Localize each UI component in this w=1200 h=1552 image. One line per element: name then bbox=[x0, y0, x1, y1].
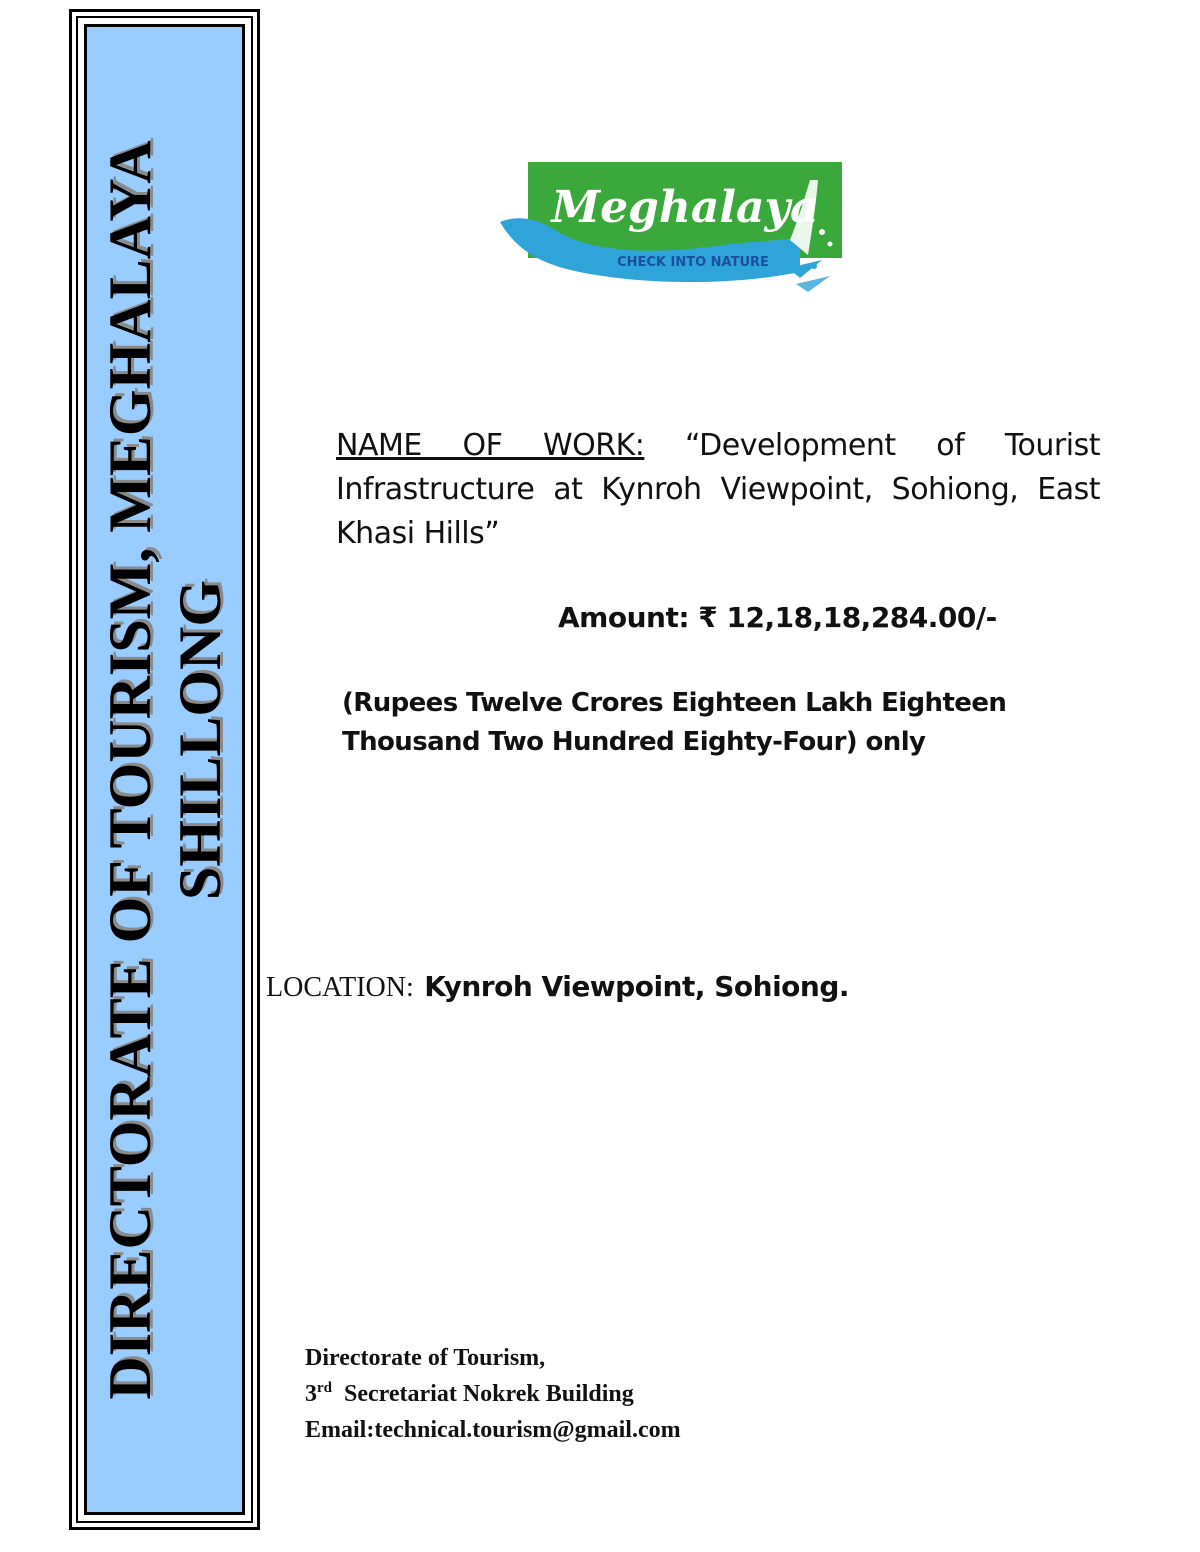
name-of-work bbox=[336, 424, 1100, 556]
address-line-1: Directorate of Tourism, bbox=[305, 1345, 546, 1371]
location-label: LOCATION: bbox=[266, 972, 414, 1003]
banner-line-1: DIRECTORATE OF TOURISM, MEGHALAYA bbox=[96, 139, 163, 1400]
amount-words-line-2: Thousand Two Hundred Eighty-Four) only bbox=[342, 727, 926, 757]
address-line-2 bbox=[305, 1376, 681, 1412]
logo-wordmark: Meghalaya bbox=[551, 182, 819, 233]
amount-words-line-1: (Rupees Twelve Crores Eighteen Lakh Eighteen bbox=[342, 688, 1007, 718]
address-floor-number: 3 bbox=[305, 1381, 317, 1407]
work-label: NAME OF WORK: bbox=[336, 428, 645, 463]
side-banner bbox=[69, 9, 260, 1530]
address-floor-suffix: rd bbox=[317, 1380, 332, 1396]
banner-title bbox=[95, 120, 235, 1420]
address-email: Email:technical.tourism@gmail.com bbox=[305, 1417, 681, 1443]
address-block bbox=[305, 1340, 681, 1448]
amount bbox=[558, 598, 997, 638]
amount-label: Amount: bbox=[558, 601, 690, 634]
side-banner-panel bbox=[84, 24, 245, 1515]
meghalaya-logo bbox=[500, 160, 845, 295]
location-value: Kynroh Viewpoint, Sohiong. bbox=[424, 970, 850, 1003]
logo-tagline: CHECK INTO NATURE bbox=[617, 255, 769, 270]
side-banner-frame bbox=[76, 16, 253, 1523]
banner-line-2: SHILLONG bbox=[166, 579, 233, 900]
amount-in-words bbox=[342, 684, 1042, 762]
address-building: Secretariat Nokrek Building bbox=[344, 1381, 634, 1407]
location bbox=[266, 970, 849, 1004]
work-title: “Development of Tourist Infrastructure at Kynroh Viewpoint, Sohiong, East Khasi Hills” bbox=[336, 428, 1100, 551]
amount-value: ₹ 12,18,18,284.00/- bbox=[698, 601, 997, 634]
